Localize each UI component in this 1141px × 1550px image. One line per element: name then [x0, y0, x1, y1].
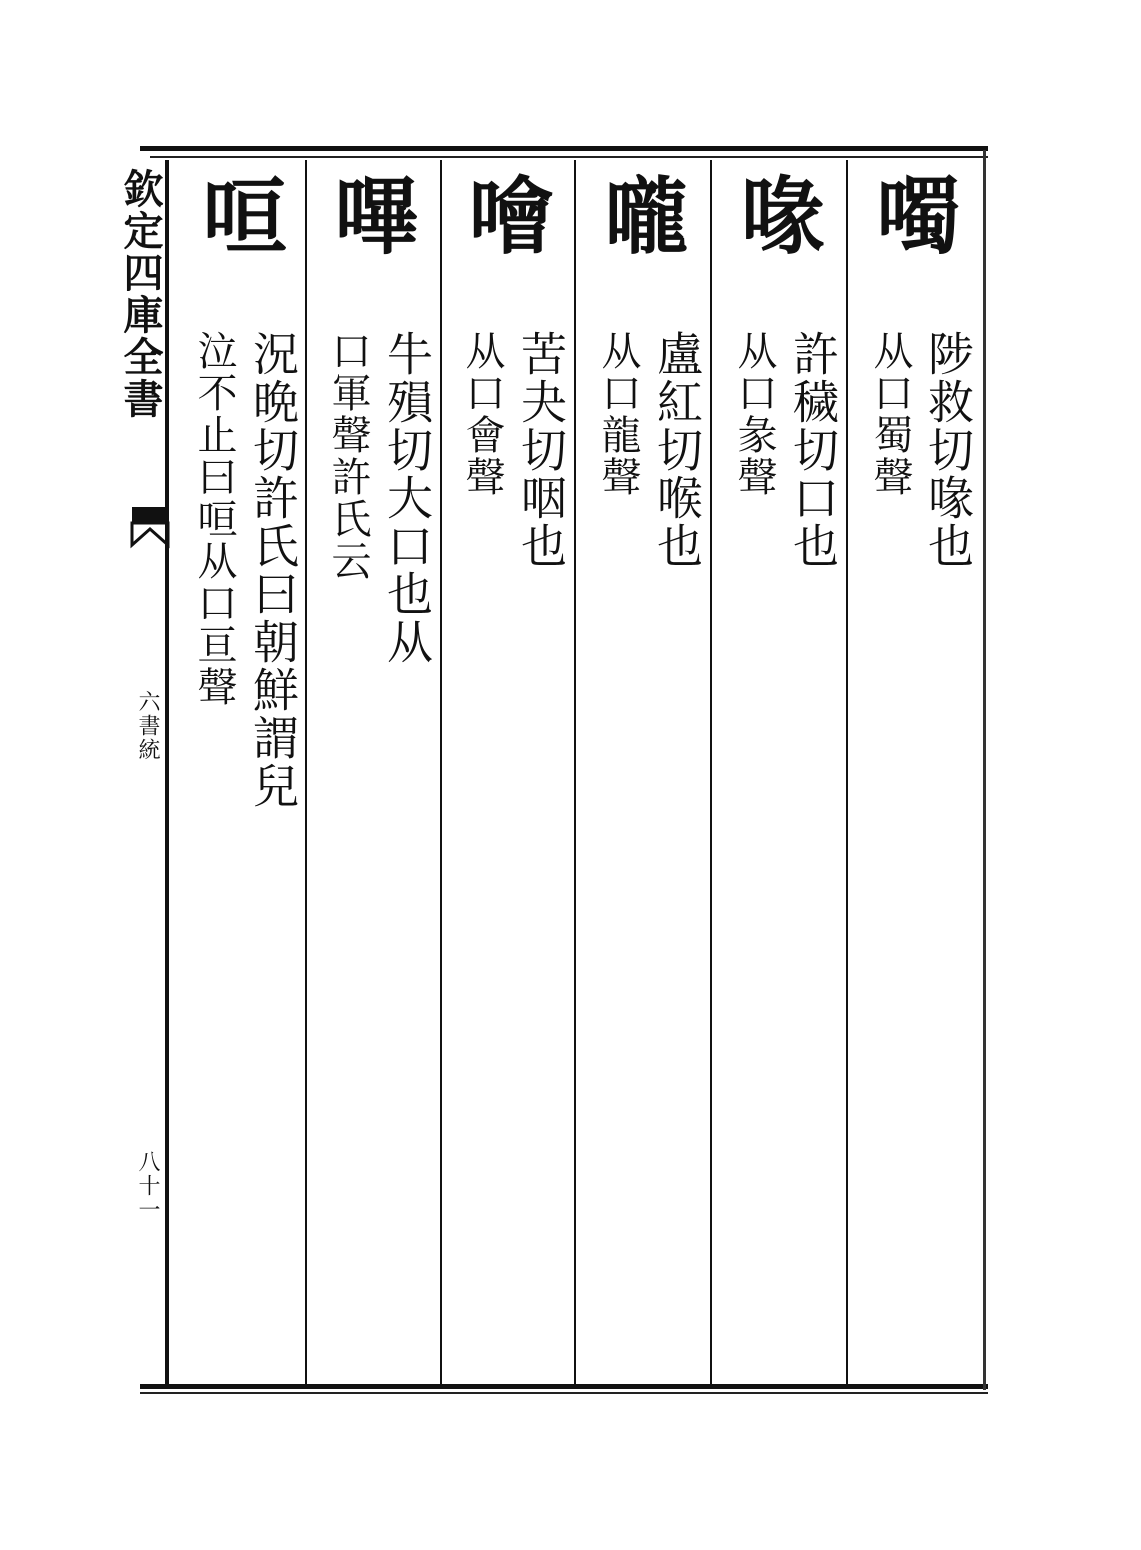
- column-rule: [846, 160, 848, 1384]
- fish-tail-mark-icon: [128, 505, 172, 551]
- column-rule: [710, 160, 712, 1384]
- gloss-line: 口軍聲許氏云: [325, 330, 371, 582]
- gloss-line: 泣不止曰咺从口亘聲: [191, 330, 237, 708]
- gloss-line: 从口龍聲: [595, 330, 641, 498]
- head-character: 噲: [455, 172, 554, 258]
- section-title: 六書統: [135, 690, 160, 762]
- column-rule: [440, 160, 442, 1384]
- gloss-line: 从口蜀聲: [867, 330, 913, 498]
- margin-column-rule: [165, 160, 169, 1384]
- head-character: 喙: [727, 172, 826, 258]
- column-rule: [305, 160, 307, 1384]
- frame-top-inner-border: [150, 156, 988, 158]
- frame-bottom-border: [140, 1384, 988, 1389]
- frame-right-border: [983, 150, 986, 1390]
- gloss-line: 牛殞切大口也从: [380, 330, 434, 666]
- frame-bottom-inner-border: [140, 1392, 988, 1394]
- head-character: 咺: [189, 172, 288, 258]
- gloss-line: 況晩切許氏曰朝鮮謂兒: [246, 330, 300, 810]
- column-rule: [574, 160, 576, 1384]
- gloss-line: 盧紅切喉也: [650, 330, 704, 570]
- gloss-line: 从口彖聲: [731, 330, 777, 498]
- gloss-line: 苦夬切咽也: [514, 330, 568, 570]
- page-number: 八十一: [135, 1150, 160, 1222]
- gloss-line: 陟救切喙也: [921, 330, 975, 570]
- head-character: 嚨: [591, 172, 690, 258]
- book-title: 欽定四庫全書: [117, 168, 164, 420]
- gloss-line: 从口會聲: [459, 330, 505, 498]
- gloss-line: 許穢切口也: [786, 330, 840, 570]
- head-character: 嗶: [321, 172, 420, 258]
- head-character: 噣: [863, 172, 962, 258]
- frame-top-border: [140, 146, 988, 151]
